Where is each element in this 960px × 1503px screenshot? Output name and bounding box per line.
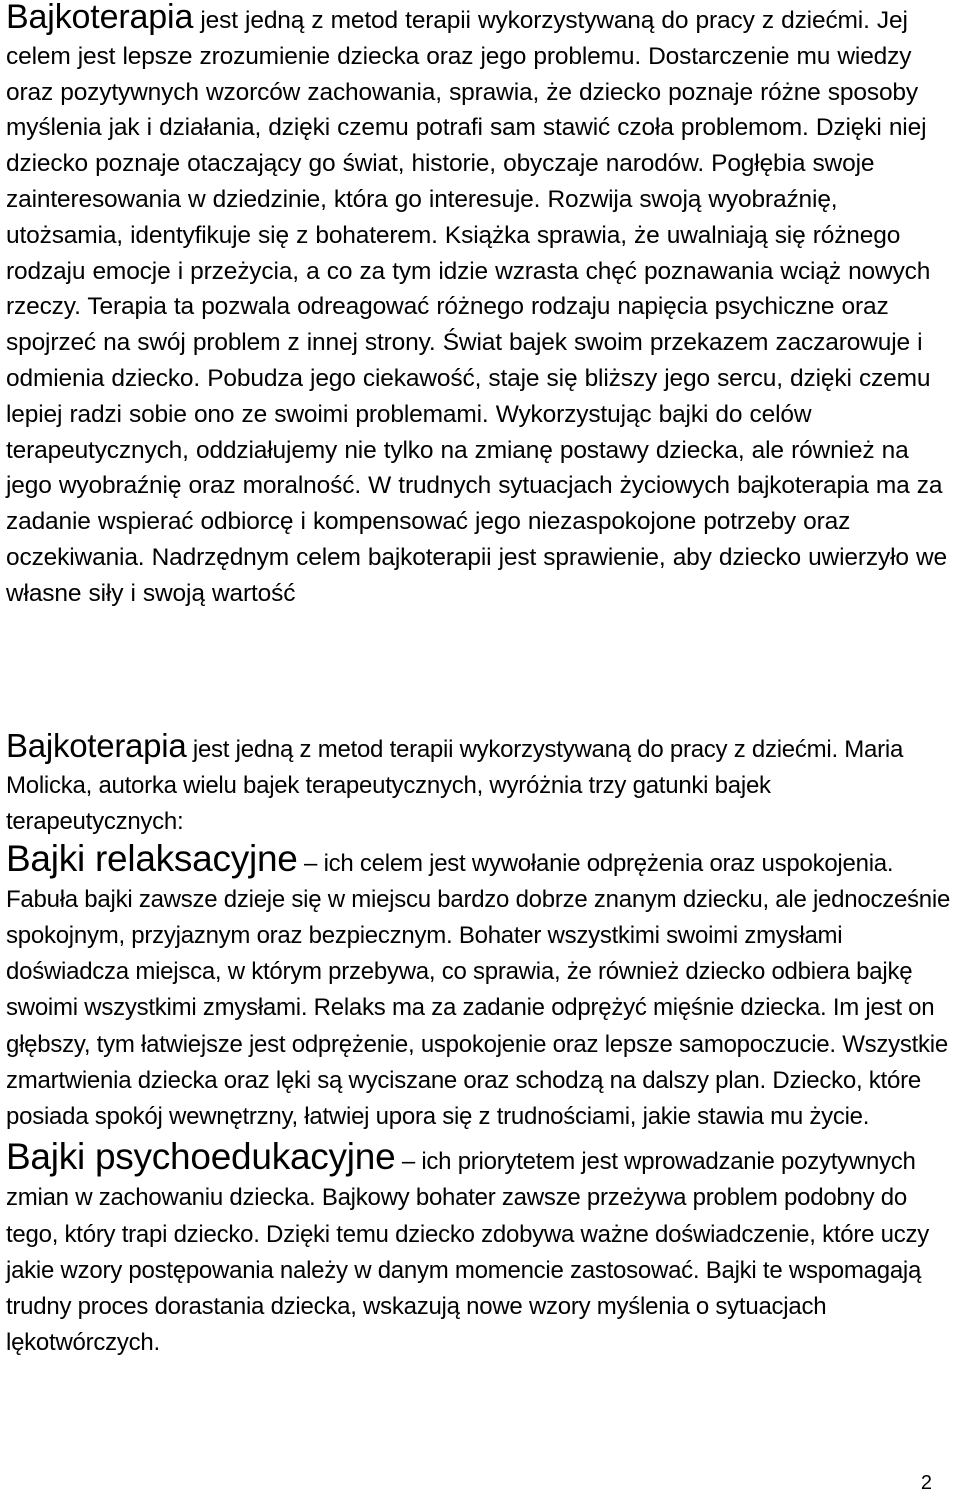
genres-intro-paragraph bbox=[6, 728, 954, 841]
psychoeducational-tales-heading: Bajki psychoedukacyjne bbox=[6, 1136, 396, 1178]
relaxation-tales-text: – ich celem jest wywołanie odprężenia oraz uspokojenia. Fabuła bajki zawsze dzieje się w miejscu bardzo dobrze znanym dziecku, ale jednocześnie spokojnym, przyjaznym oraz bezpiecznym. Bohater wszystkimi swoimi zmysłami doświadcza miejsca, w którym przebywa, co sprawia, że również dziecko odbiera bajkę swoimi wszystkimi zmysłami. Relaks ma za zadanie odprężyć mięśnie dziecka. Im jest on głębszy, tym łatwiejsze jest odprężenie, uspokojenie oraz lepsze samopoczucie. Wszystkie zmartwienia dziecka oraz lęki są wyciszane oraz schodzą na dalszy plan. Dziecko, które posiada spokój wewnętrzny, łatwiej upora się z trudnościami, jakie stawia mu życie. bbox=[6, 849, 951, 1131]
intro-lead-word: Bajkoterapia bbox=[6, 0, 194, 36]
intro-body-text: jest jedną z metod terapii wykorzystywaną do pracy z dziećmi. Jej celem jest lepsze zrozumienie dziecka oraz jego problemu. Dostarczenie mu wiedzy oraz pozytywnych wzorców zachowania, sprawia, że dziecko poznaje różne sposoby myślenia jak i działania, dzięki czemu potrafi sam stawić czoła problemom. Dzięki niej dziecko poznaje otaczający go świat, historie, obyczaje narodów. Pogłębia swoje zainteresowania w dziedzinie, która go interesuje. Rozwija swoją wyobraźnię, utożsamia, identyfikuje się z bohaterem. Książka sprawia, że uwalniają się różnego rodzaju emocje i przeżycia, a co za tym idzie wzrasta chęć poznawania wciąż nowych rzeczy. Terapia ta pozwala odreagować różnego rodzaju napięcia psychiczne oraz spojrzeć na swój problem z innej strony. Świat bajek swoim przekazem zaczarowuje i odmienia dziecko. Pobudza jego ciekawość, staje się bliższy jego sercu, dzięki czemu lepiej radzi sobie ono ze swoimi problemami. Wykorzystując bajki do celów terapeutycznych, oddziałujemy nie tylko na zmianę postawy dziecka, ale również na jego wyobraźnię oraz moralność. W trudnych sytuacjach życiowych bajkoterapia ma za zadanie wspierać odbiorcę i kompensować jego niezaspokojone potrzeby oraz oczekiwania. Nadrzędnym celem bajkoterapii jest sprawienie, aby dziecko uwierzyło we własne siły i swoją wartość bbox=[6, 7, 948, 607]
section-intro bbox=[6, 0, 954, 612]
page-number: 2 bbox=[920, 1472, 932, 1494]
genres-lead-word: Bajkoterapia bbox=[6, 727, 187, 764]
document-page bbox=[6, 0, 954, 1357]
section-genres bbox=[6, 728, 954, 1361]
genres-intro-text: jest jedną z metod terapii wykorzystywaną do pracy z dziećmi. Maria Molicka, autorka wielu bajek terapeutycznych, wyróżnia trzy gatunki bajek terapeutycznych: bbox=[6, 736, 904, 836]
psychoeducational-tales-paragraph bbox=[6, 1136, 954, 1361]
psychoeducational-tales-text: – ich priorytetem jest wprowadzanie pozytywnych zmian w zachowaniu dziecka. Bajkowy bohater zawsze przeżywa problem podobny do tego, który trapi dziecko. Dzięki temu dziecko zdobywa ważne doświadczenie, które uczy jakie wzory postępowania należy w danym momencie zastosować. Bajki te wspomagają trudny proces dorastania dziecka, wskazują nowe wzory myślenia o sytuacjach lękotwórczych. bbox=[6, 1148, 929, 1357]
intro-paragraph bbox=[6, 0, 954, 612]
relaxation-tales-paragraph bbox=[6, 837, 954, 1136]
relaxation-tales-heading: Bajki relaksacyjne bbox=[6, 837, 298, 879]
